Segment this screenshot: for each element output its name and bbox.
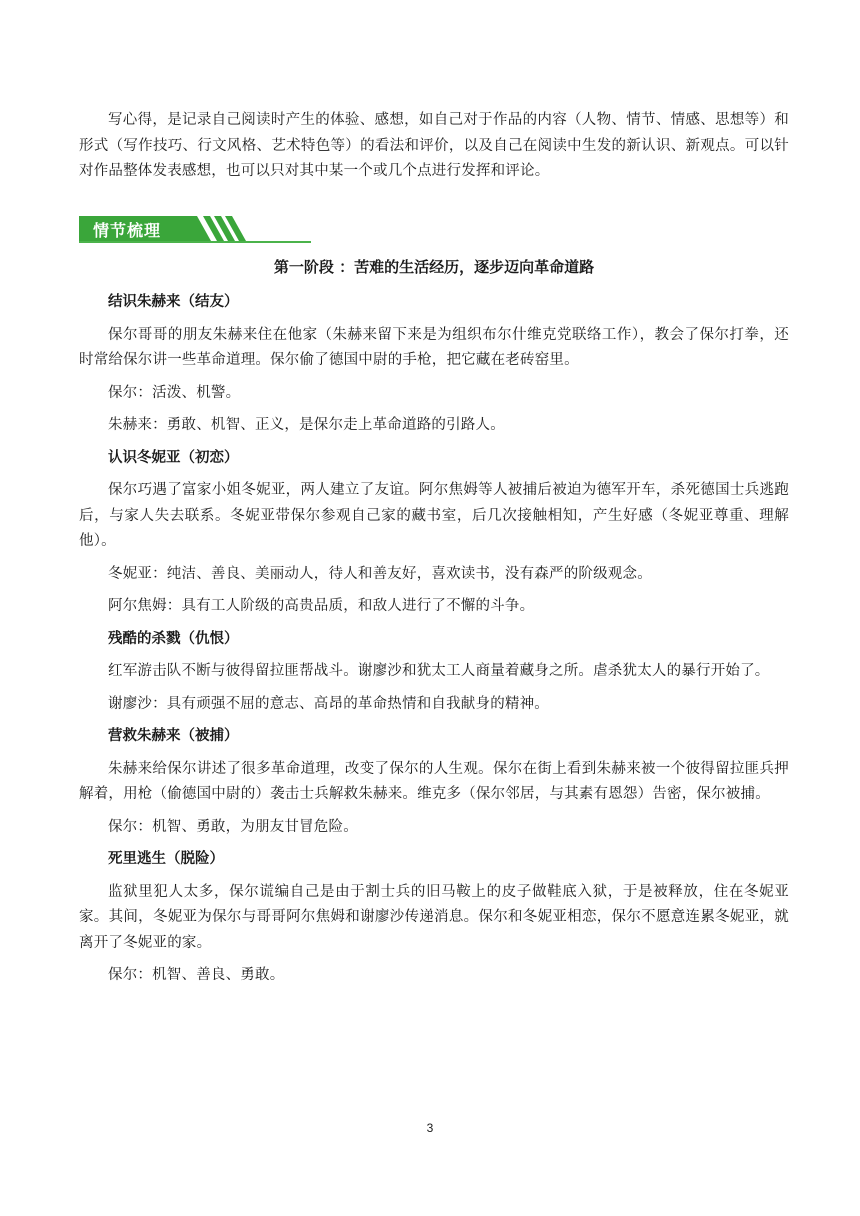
section-paragraph: 保尔：机智、勇敢，为朋友甘冒危险。 bbox=[108, 818, 358, 835]
section-heading: 死里逃生（脱险） bbox=[108, 851, 224, 867]
section-paragraph: 保尔哥哥的朋友朱赫来住在他家（朱赫来留下来是为组织布尔什维克党联络工作），教会了保尔打拳，还时常给保尔讲一些革命道理。保尔偷了德国中尉的手枪，把它藏在老砖窑里。 bbox=[79, 326, 789, 368]
section-heading: 残酷的杀戮（仇恨） bbox=[108, 630, 239, 647]
section-paragraph: 保尔：活泼、机警。 bbox=[108, 384, 241, 401]
stage-title: 第一阶段 ：苦难的生活经历，逐步迈向革命道路 bbox=[273, 258, 595, 276]
section bbox=[79, 446, 789, 620]
section-heading: 结识朱赫来（结友） bbox=[108, 294, 239, 310]
section-paragraph: 朱赫来：勇敢、机智、正义，是保尔走上革命道路的引路人。 bbox=[108, 417, 505, 433]
section bbox=[79, 847, 789, 989]
section-paragraph: 朱赫来给保尔讲述了很多革命道理，改变了保尔的人生观。保尔在街上看到朱赫来被一个彼得留拉匪兵押解着，用枪（偷德国中尉的）袭击士兵解救朱赫来。维克多（保尔邻居，与其素有恩怨）告密，保尔被捕。 bbox=[79, 760, 789, 802]
section-paragraph: 保尔：机智、善良、勇敢。 bbox=[108, 967, 285, 983]
section bbox=[79, 724, 789, 840]
section bbox=[79, 627, 789, 718]
page-number: 3 bbox=[426, 1121, 434, 1135]
section bbox=[79, 290, 789, 439]
section-paragraph: 保尔巧遇了富家小姐冬妮亚，两人建立了友谊。阿尔焦姆等人被捕后被迫为德军开车，杀死德国士兵逃跑后，与家人失去联系。冬妮亚带保尔参观自己家的藏书室，后几次接触相知，产生好感（冬妮亚尊重、理解他）。 bbox=[79, 482, 789, 549]
banner-label: 情节梳理 bbox=[93, 221, 162, 240]
section-paragraph: 冬妮亚：纯洁、善良、美丽动人，待人和善友好，喜欢读书，没有森严的阶级观念。 bbox=[108, 565, 652, 582]
intro-paragraph: 写心得，是记录自己阅读时产生的体验、感想，如自己对于作品的内容（人物、情节、情感、思想等）和形式（写作技巧、行文风格、艺术特色等）的看法和评价，以及自己在阅读中生发的新认识、新观点。可以针对作品整体发表感想，也可以只对其中某一个或几个点进行发挥和评论。 bbox=[79, 112, 789, 179]
intro-block bbox=[79, 108, 789, 185]
section-paragraph: 阿尔焦姆：具有工人阶级的高贵品质，和敌人进行了不懈的斗争。 bbox=[108, 598, 535, 614]
section-paragraph: 谢廖沙：具有顽强不屈的意志、高昂的革命热情和自我献身的精神。 bbox=[108, 695, 549, 712]
sections-block bbox=[79, 290, 789, 989]
section-paragraph: 监狱里犯人太多，保尔谎编自己是由于割士兵的旧马鞍上的皮子做鞋底入狱，于是被释放，住在冬妮亚家。其间，冬妮亚为保尔与哥哥阿尔焦姆和谢廖沙传递消息。保尔和冬妮亚相恋，保尔不愿意连累冬妮亚，就离开了冬妮亚的家。 bbox=[79, 883, 789, 951]
section-heading: 营救朱赫来（被捕） bbox=[108, 728, 239, 744]
section-heading: 认识冬妮亚（初恋） bbox=[108, 449, 239, 466]
section-banner bbox=[79, 216, 311, 244]
section-paragraph: 红军游击队不断与彼得留拉匪帮战斗。谢廖沙和犹太工人商量着藏身之所。虐杀犹太人的暴行开始了。 bbox=[108, 663, 770, 679]
